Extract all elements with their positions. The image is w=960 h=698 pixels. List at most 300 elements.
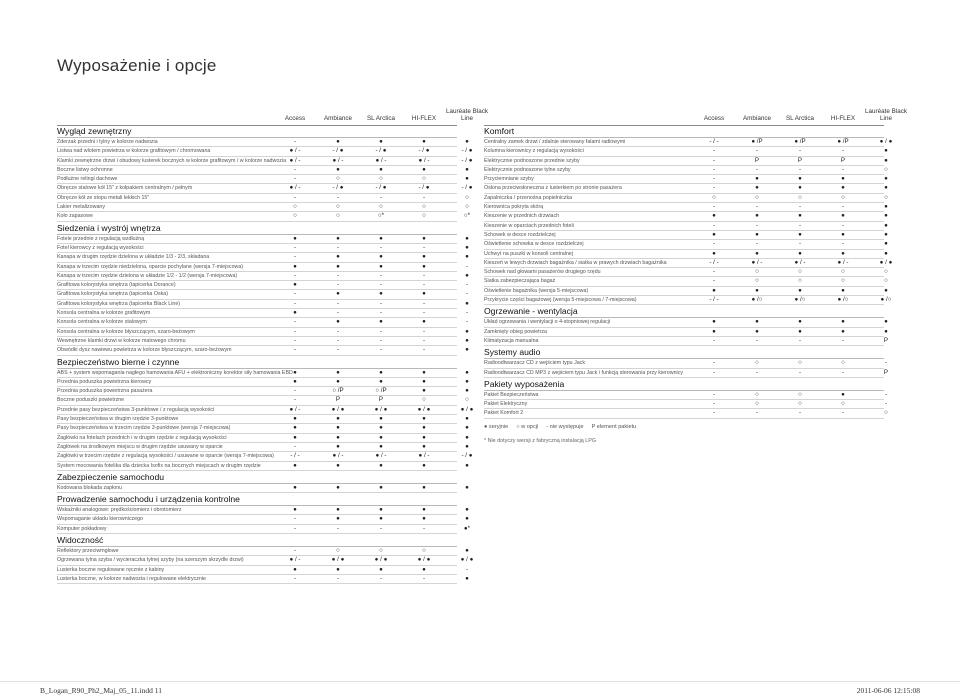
table-row bbox=[484, 184, 888, 193]
availability-cell: - bbox=[798, 165, 802, 173]
availability-cell: P bbox=[840, 156, 846, 164]
table-row bbox=[484, 221, 888, 231]
availability-cell: ● bbox=[884, 318, 888, 326]
table-row bbox=[57, 368, 469, 378]
availability-cell: - bbox=[712, 147, 716, 155]
availability-cell: - bbox=[379, 299, 383, 307]
availability-cell: ● / - bbox=[332, 452, 344, 460]
availability-cell: ● bbox=[422, 318, 426, 326]
availability-cell: ● bbox=[798, 318, 802, 326]
availability-cell: ● bbox=[422, 253, 426, 261]
availability-cell: ○ bbox=[379, 203, 383, 211]
row-label: Zamknięty obieg powietrza bbox=[484, 328, 548, 335]
availability-cell: ● / ● bbox=[331, 405, 345, 413]
availability-cell: ● bbox=[379, 461, 383, 469]
availability-cell: ● bbox=[379, 424, 383, 432]
row-label: Listwa nad wlotem powietrza w kolorze grafitowym / chromowana bbox=[57, 148, 211, 155]
table-row bbox=[57, 175, 469, 184]
availability-cell: ● bbox=[884, 230, 888, 238]
availability-cell: - bbox=[884, 400, 888, 408]
row-label: Ogrzewana tylna szyba / wycieraczka tylnej szyby (na szerszym skrzydle drzwi) bbox=[57, 557, 244, 564]
availability-cell: ○ bbox=[841, 277, 845, 285]
availability-cell: - bbox=[422, 299, 426, 307]
availability-cell: - bbox=[336, 309, 340, 317]
availability-cell: - bbox=[798, 221, 802, 229]
availability-cell: ● bbox=[422, 506, 426, 514]
row-label: ABS + system wspomagania nagłego hamowania AFU + elektroniczny korektor siły hamowania EBD bbox=[57, 369, 293, 376]
table-row bbox=[57, 318, 469, 327]
availability-cell: ● bbox=[422, 377, 426, 385]
table-row bbox=[57, 405, 474, 415]
availability-cell: - bbox=[798, 147, 802, 155]
availability-cell: ● bbox=[379, 253, 383, 261]
availability-cell: ● bbox=[422, 433, 426, 441]
row-label: Osłona przeciwsłoneczna z lusterkiem po stronie pasażera bbox=[484, 185, 622, 192]
availability-cell: - bbox=[712, 156, 716, 164]
availability-cell: ● /○ bbox=[880, 296, 892, 304]
availability-cell: - / ● bbox=[461, 147, 473, 155]
availability-cell: ● bbox=[755, 318, 759, 326]
availability-cell: ● / - bbox=[332, 156, 344, 164]
availability-cell: ● bbox=[884, 156, 888, 164]
availability-cell: ● bbox=[379, 234, 383, 242]
availability-cell: ● bbox=[422, 461, 426, 469]
availability-cell: ● bbox=[755, 327, 759, 335]
availability-cell: ● bbox=[884, 212, 888, 220]
table-row bbox=[57, 483, 469, 493]
table-row bbox=[57, 184, 473, 193]
availability-cell: ● bbox=[379, 165, 383, 173]
availability-cell: ● / - bbox=[289, 405, 301, 413]
availability-cell: ○ bbox=[884, 268, 888, 276]
availability-cell: ● bbox=[755, 175, 759, 183]
row-label: Centralny zamek drzwi / zdalnie sterowany falami radiowymi bbox=[484, 139, 626, 145]
availability-cell: - bbox=[712, 165, 716, 173]
table-row bbox=[57, 193, 469, 203]
row-label: Oświetlenie schowka w desce rozdzielczej bbox=[484, 241, 584, 248]
availability-cell: ○ bbox=[293, 203, 297, 211]
availability-cell: - bbox=[712, 336, 716, 344]
availability-cell: ● bbox=[712, 286, 716, 294]
availability-cell: - / ● bbox=[375, 184, 387, 192]
table-row bbox=[57, 506, 469, 515]
availability-cell: ● bbox=[465, 546, 469, 554]
row-label: Zagłówki na fotelach przednich i w drugim rzędzie z regulacją wysokości bbox=[57, 434, 227, 441]
row-label: Zapalniczka / przenośna popielniczka bbox=[484, 194, 573, 201]
footnote: * Nie dotyczy wersji z fabryczną instalacją LPG bbox=[484, 437, 597, 444]
availability-cell: - bbox=[841, 203, 845, 211]
availability-cell: - bbox=[293, 442, 297, 450]
table-row bbox=[57, 253, 469, 262]
row-label: Przednia poduszka powietrzna kierowcy bbox=[57, 378, 152, 385]
availability-cell: ● bbox=[465, 165, 469, 173]
row-label: Kieszenie w oparciach przednich foteli bbox=[484, 222, 574, 229]
availability-cell: ○ bbox=[336, 175, 340, 183]
row-label: Obręcze stalowe kół 15" z kołpakiem centralnym / pełnym bbox=[57, 185, 193, 192]
availability-cell: ○* bbox=[463, 212, 471, 220]
availability-cell: ● bbox=[379, 442, 383, 450]
availability-cell: ● bbox=[465, 327, 469, 335]
availability-cell: - bbox=[884, 390, 888, 398]
availability-cell: ● bbox=[336, 415, 340, 423]
availability-cell: - bbox=[712, 240, 716, 248]
availability-cell: - bbox=[798, 203, 802, 211]
availability-cell: - bbox=[841, 240, 845, 248]
availability-cell: - bbox=[336, 299, 340, 307]
availability-cell: ● bbox=[336, 253, 340, 261]
availability-cell: ● /P bbox=[837, 138, 849, 145]
availability-cell: - bbox=[293, 574, 297, 582]
availability-cell: ● bbox=[712, 212, 716, 220]
row-label: Radioodtwarzacz CD MP3 z wejściem typu Jack i funkcją sterowania przy kierownicy bbox=[484, 369, 683, 376]
availability-cell: ○ bbox=[841, 268, 845, 276]
availability-cell: ● bbox=[422, 565, 426, 573]
availability-cell: - bbox=[422, 271, 426, 279]
row-label: System mocowania fotelika dla dziecka Isofix na bocznych miejscach w drugim rzędzie bbox=[57, 462, 261, 469]
availability-cell: - bbox=[422, 524, 426, 532]
table-row bbox=[484, 400, 888, 409]
availability-cell: ○ bbox=[755, 277, 759, 285]
row-label: Kanapa w trzecim rzędzie dzielona w układzie 1/2 - 1/2 (wersja 7-miejscowa) bbox=[57, 272, 238, 279]
availability-cell: - bbox=[798, 336, 802, 344]
footer-date: 2011-06-06 12:15:08 bbox=[856, 686, 920, 695]
availability-cell: ● bbox=[884, 203, 888, 211]
availability-cell: ● bbox=[293, 424, 297, 432]
availability-cell: - / ● bbox=[332, 147, 344, 155]
row-label: Komputer pokładowy bbox=[57, 525, 107, 532]
availability-cell: ● bbox=[379, 368, 383, 376]
availability-cell: ● /○ bbox=[751, 296, 763, 304]
table-row bbox=[484, 203, 888, 212]
row-label: Przykrycie części bagażowej (wersja 5-miejscowa / 7-miejscowa) bbox=[484, 297, 637, 304]
availability-cell: ● bbox=[422, 483, 426, 491]
table-row bbox=[57, 147, 473, 156]
availability-cell: ● bbox=[379, 377, 383, 385]
availability-cell: - bbox=[755, 409, 759, 417]
table-row bbox=[484, 156, 888, 166]
availability-cell: ○ bbox=[798, 390, 802, 398]
availability-cell: - bbox=[293, 243, 297, 251]
availability-cell: ○ bbox=[798, 400, 802, 408]
table-row bbox=[484, 230, 888, 240]
availability-cell: ● /○ bbox=[794, 296, 806, 304]
availability-cell: ● bbox=[422, 165, 426, 173]
row-label: Obwódki dysz nawiewu powietrza w kolorze błyszczącym, szaro-beżowym bbox=[57, 347, 232, 354]
availability-cell: - bbox=[293, 271, 297, 279]
availability-cell: - bbox=[798, 368, 802, 376]
table-row bbox=[57, 309, 469, 318]
availability-cell: ● bbox=[841, 175, 845, 183]
availability-cell: ● / - bbox=[837, 258, 849, 266]
table-row bbox=[484, 249, 888, 259]
availability-cell: - bbox=[465, 565, 469, 573]
availability-cell: ● bbox=[336, 483, 340, 491]
availability-cell: ● bbox=[884, 240, 888, 248]
table-row bbox=[57, 165, 469, 175]
availability-cell: ● / - bbox=[418, 452, 430, 460]
availability-cell: ● bbox=[798, 286, 802, 294]
availability-cell: - / ● bbox=[461, 156, 473, 164]
availability-cell: - bbox=[293, 175, 297, 183]
row-label: Fotele przednie z regulacją wzdłużną bbox=[57, 235, 145, 242]
availability-cell: - bbox=[712, 221, 716, 229]
availability-cell: ● bbox=[798, 249, 802, 257]
availability-cell: - / ● bbox=[332, 184, 344, 192]
availability-cell: ○ /P bbox=[332, 387, 344, 395]
row-label: Podłużne relingi dachowe bbox=[57, 176, 118, 183]
table-row bbox=[484, 296, 892, 305]
availability-cell: ● / ● bbox=[460, 405, 474, 413]
legend bbox=[484, 424, 884, 430]
row-label: Lusterka boczne, w kolorze nadwozia i regulowane elektrycznie bbox=[57, 575, 206, 582]
availability-cell: - bbox=[712, 203, 716, 211]
availability-cell: - bbox=[293, 546, 297, 554]
availability-cell: - / - bbox=[290, 452, 300, 460]
availability-cell: ● bbox=[293, 309, 297, 317]
table-row bbox=[57, 524, 471, 534]
availability-cell: ● bbox=[884, 286, 888, 294]
availability-cell: - bbox=[422, 281, 426, 289]
availability-cell: - / ● bbox=[418, 147, 430, 155]
left-table-body bbox=[57, 125, 474, 584]
availability-cell: - bbox=[755, 165, 759, 173]
legend-item: ● seryjnie bbox=[484, 423, 509, 430]
table-row bbox=[484, 286, 888, 296]
availability-cell: - bbox=[798, 409, 802, 417]
availability-cell: - bbox=[336, 336, 340, 344]
row-label: Uchwyt na puszki w konsoli centralnej bbox=[484, 250, 573, 257]
row-label: Wewnętrzne klamki drzwi w kolorze matowego chromu bbox=[57, 337, 186, 344]
row-label: Układ ogrzewania i wentylacji o 4-stopniowej regulacji bbox=[484, 319, 611, 326]
availability-cell: ● bbox=[712, 318, 716, 326]
availability-cell: ● bbox=[884, 175, 888, 183]
availability-cell: ● bbox=[465, 387, 469, 395]
availability-cell: ● bbox=[336, 442, 340, 450]
availability-cell: ● bbox=[336, 165, 340, 173]
availability-cell: ● bbox=[755, 212, 759, 220]
availability-cell: ● bbox=[798, 212, 802, 220]
column-header: Ambiance bbox=[323, 115, 352, 122]
availability-cell: ● bbox=[465, 243, 469, 251]
row-label: Przednie pasy bezpieczeństwa 3-punktowe / z regulacją wysokości bbox=[57, 406, 215, 413]
availability-cell: ● / ● bbox=[331, 556, 345, 564]
availability-cell: ○ bbox=[755, 359, 759, 367]
legend-item: ○ w opcji bbox=[516, 423, 539, 430]
availability-cell: ● bbox=[841, 318, 845, 326]
row-label: Obręcze kół ze stopu metali lekkich 15" bbox=[57, 194, 150, 201]
table-row bbox=[484, 318, 888, 327]
table-row bbox=[57, 546, 469, 556]
availability-cell: ● bbox=[884, 147, 888, 155]
column-header: HI-FLEX bbox=[411, 115, 437, 122]
availability-cell: ○ bbox=[884, 277, 888, 285]
table-row bbox=[57, 556, 474, 565]
availability-cell: ○ bbox=[712, 193, 716, 201]
availability-cell: - bbox=[465, 318, 469, 326]
availability-cell: ● bbox=[884, 184, 888, 192]
table-row bbox=[57, 452, 473, 461]
availability-cell: ● bbox=[336, 461, 340, 469]
availability-cell: ○ bbox=[755, 400, 759, 408]
row-label: Fotel kierowcy z regulacją wysokości bbox=[57, 244, 144, 251]
availability-cell: ● bbox=[336, 433, 340, 441]
availability-cell: ● / ● bbox=[460, 556, 474, 564]
availability-cell: ● bbox=[379, 515, 383, 523]
availability-cell: - bbox=[379, 309, 383, 317]
availability-cell: ○ bbox=[884, 165, 888, 173]
column-header: Access bbox=[284, 115, 306, 122]
availability-cell: - bbox=[755, 240, 759, 248]
availability-cell: - bbox=[841, 368, 845, 376]
table-row bbox=[57, 424, 469, 433]
availability-cell: - bbox=[712, 277, 716, 285]
availability-cell: - bbox=[293, 193, 297, 201]
availability-cell: - bbox=[379, 524, 383, 532]
availability-cell: ● bbox=[465, 424, 469, 432]
availability-cell: - bbox=[379, 193, 383, 201]
row-label: Kierownica pokryta skórą bbox=[484, 204, 544, 211]
section-title: Siedzenia i wystrój wnętrza bbox=[57, 223, 457, 235]
availability-cell: - bbox=[755, 203, 759, 211]
availability-cell: ● bbox=[841, 249, 845, 257]
availability-cell: ●* bbox=[463, 524, 471, 532]
row-label: Lakier metalizowany bbox=[57, 204, 105, 211]
availability-cell: ○ bbox=[798, 277, 802, 285]
availability-cell: ● / ● bbox=[879, 258, 893, 266]
availability-cell: - bbox=[293, 387, 297, 395]
availability-cell: ● bbox=[712, 327, 716, 335]
availability-cell: - bbox=[336, 243, 340, 251]
availability-cell: - bbox=[379, 336, 383, 344]
row-label: Lusterka boczne regulowane ręcznie z kabiny bbox=[57, 566, 165, 573]
row-label: Boczne poduszki powietrzne bbox=[57, 397, 125, 404]
table-row bbox=[484, 390, 888, 400]
availability-cell: ● bbox=[422, 234, 426, 242]
section-title: Widoczność bbox=[57, 535, 457, 547]
availability-cell: ○ bbox=[798, 359, 802, 367]
row-label: Konsola centralna w kolorze błyszczącym, szaro-beżowym bbox=[57, 328, 195, 335]
table-row bbox=[484, 258, 893, 268]
availability-cell: ● bbox=[841, 390, 845, 398]
availability-cell: ● / - bbox=[289, 156, 301, 164]
availability-cell: ● bbox=[465, 415, 469, 423]
availability-cell: ● bbox=[465, 461, 469, 469]
availability-cell: - / - bbox=[709, 138, 719, 145]
table-row bbox=[57, 243, 469, 253]
availability-cell: - / - bbox=[709, 258, 719, 266]
availability-cell: ● bbox=[422, 515, 426, 523]
table-row bbox=[484, 138, 893, 147]
table-row bbox=[484, 359, 888, 368]
availability-cell: ● bbox=[755, 286, 759, 294]
table-row bbox=[484, 212, 888, 221]
column-header: Lauréate Black Line bbox=[864, 108, 907, 122]
availability-cell: - bbox=[712, 390, 716, 398]
table-row bbox=[484, 327, 888, 337]
availability-cell: - bbox=[293, 299, 297, 307]
row-label: Grafitowa kolorystyka wnętrza (tapicerka Black Line) bbox=[57, 300, 181, 307]
row-label: Radioodtwarzacz CD z wejściem typu Jack bbox=[484, 360, 585, 367]
availability-cell: - bbox=[293, 327, 297, 335]
availability-cell: ● bbox=[379, 290, 383, 298]
availability-cell: - / ● bbox=[461, 184, 473, 192]
availability-cell: ● bbox=[293, 415, 297, 423]
availability-cell: ● / - bbox=[794, 258, 806, 266]
table-row bbox=[57, 565, 469, 575]
availability-cell: ● / - bbox=[375, 156, 387, 164]
legend-item: - nie występuje bbox=[546, 423, 584, 430]
availability-cell: ● bbox=[841, 230, 845, 238]
availability-cell: ● bbox=[336, 290, 340, 298]
availability-cell: ● bbox=[465, 368, 469, 376]
availability-cell: - bbox=[465, 262, 469, 270]
availability-cell: ● / - bbox=[289, 556, 301, 564]
availability-cell: ● / ● bbox=[879, 138, 893, 145]
availability-cell: - bbox=[336, 281, 340, 289]
row-label: Zagłówki w trzecim rzędzie z regulacją wysokości / usuwane w oparcie (wersja 7-miejscowa) bbox=[57, 453, 274, 460]
table-row bbox=[57, 212, 471, 221]
availability-cell: ● bbox=[379, 565, 383, 573]
availability-cell: ○ bbox=[755, 390, 759, 398]
availability-cell: ● bbox=[422, 290, 426, 298]
availability-cell: ● bbox=[379, 318, 383, 326]
availability-cell: ● /○ bbox=[837, 296, 849, 304]
availability-cell: ● / - bbox=[289, 184, 301, 192]
availability-cell: - bbox=[422, 309, 426, 317]
section-title: Zabezpieczenie samochodu bbox=[57, 472, 457, 484]
table-row bbox=[57, 290, 469, 299]
row-label: Oświetlenie bagażnika (wersja 5-miejscowa) bbox=[484, 287, 589, 294]
row-label: Konsola centralna w kolorze stalowym bbox=[57, 319, 147, 326]
table-row bbox=[484, 147, 888, 156]
availability-cell: - bbox=[884, 359, 888, 367]
availability-cell: ○ bbox=[884, 409, 888, 417]
table-row bbox=[484, 193, 888, 203]
row-label: Pasy bezpieczeństwa w drugim rzędzie 3-punktowe bbox=[57, 416, 179, 423]
availability-cell: ● bbox=[798, 184, 802, 192]
row-label: Boczne listwy ochronne bbox=[57, 166, 113, 173]
availability-cell: ● bbox=[293, 234, 297, 242]
table-row bbox=[57, 262, 469, 272]
availability-cell: ● bbox=[336, 377, 340, 385]
availability-cell: ○ bbox=[798, 193, 802, 201]
table-row bbox=[57, 299, 469, 309]
availability-cell: - bbox=[336, 346, 340, 354]
availability-cell: - bbox=[293, 253, 297, 261]
availability-cell: ○ bbox=[336, 212, 340, 220]
row-label: Grafitowa kolorystyka wnętrza (tapicerka Oska) bbox=[57, 291, 168, 298]
availability-cell: ● / ● bbox=[417, 556, 431, 564]
availability-cell: ● bbox=[422, 442, 426, 450]
table-row bbox=[57, 271, 469, 281]
availability-cell: - bbox=[293, 290, 297, 298]
availability-cell: ○ bbox=[465, 193, 469, 201]
availability-cell: ● bbox=[379, 415, 383, 423]
table-row bbox=[57, 377, 469, 387]
availability-cell: ● bbox=[465, 299, 469, 307]
availability-cell: ○ bbox=[841, 400, 845, 408]
availability-cell: ○ bbox=[422, 546, 426, 554]
table-row bbox=[57, 156, 473, 166]
table-row bbox=[57, 442, 469, 452]
availability-cell: ● / - bbox=[289, 147, 301, 155]
availability-cell: - bbox=[422, 193, 426, 201]
availability-cell: ○ bbox=[465, 396, 469, 404]
row-label: Reflektory przeciwmgłowe bbox=[57, 547, 119, 554]
availability-cell: - bbox=[712, 409, 716, 417]
availability-cell: ○ bbox=[336, 546, 340, 554]
legend-item: P element pakietu bbox=[591, 423, 637, 430]
